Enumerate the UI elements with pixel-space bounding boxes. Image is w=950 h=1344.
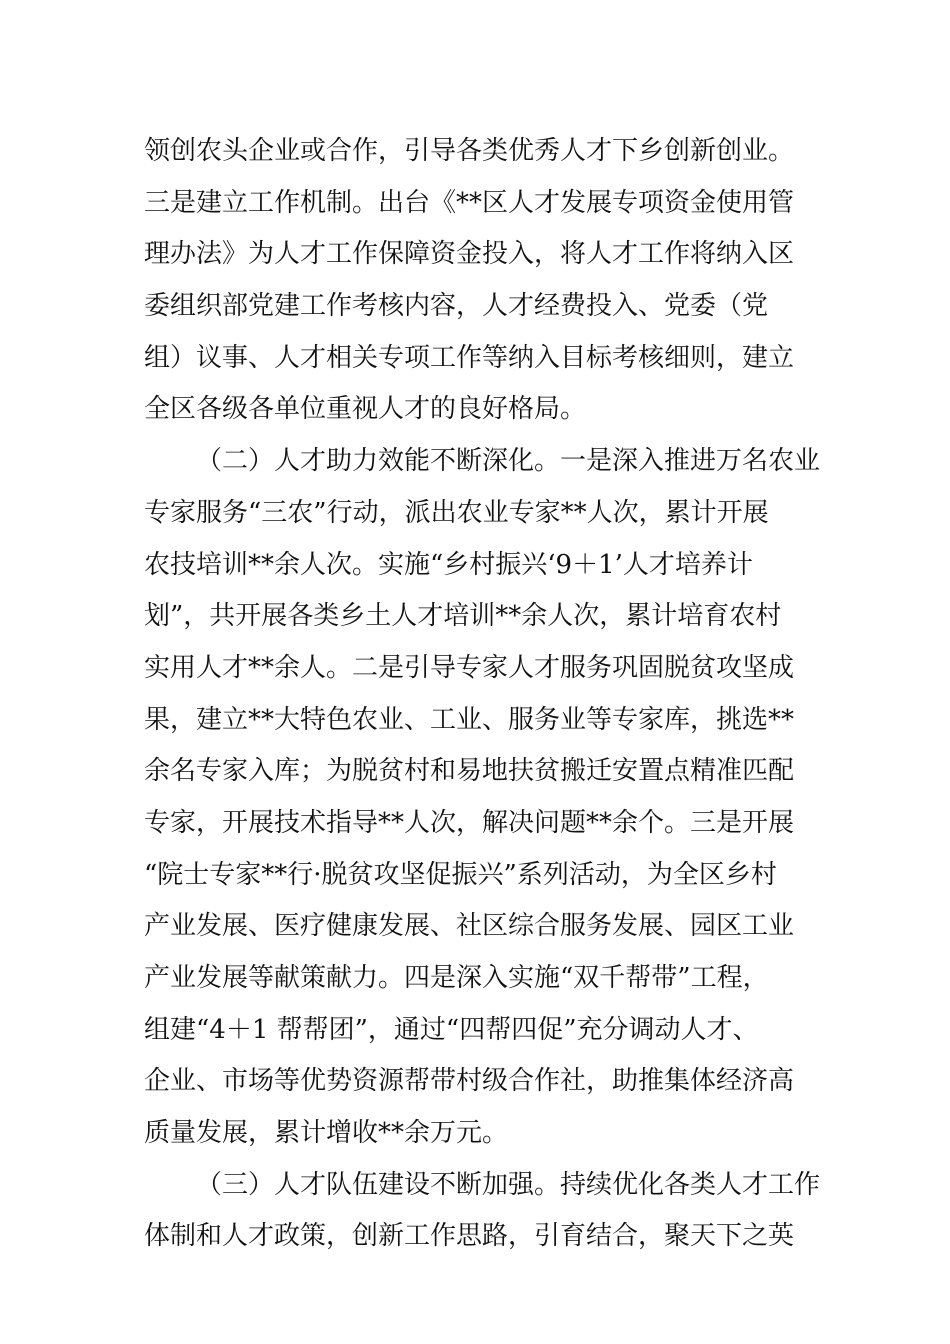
text-line: 领创农头企业或合作，引导各类优秀人才下乡创新创业。 <box>144 136 795 166</box>
text-line: 果，建立**大特色农业、工业、服务业等专家库，挑选** <box>144 704 795 735</box>
text-line: 三是建立工作机制。出台《**区人才发展专项资金使用管 <box>144 187 795 218</box>
text-line: 组）议事、人才相关专项工作等纳入目标考核细则，建立 <box>144 342 795 373</box>
text-line: “院士专家**行·脱贫攻坚促振兴”系列活动，为全区乡村 <box>144 859 777 890</box>
text-line: 全区各级各单位重视人才的良好格局。 <box>144 394 587 425</box>
text-line: 体制和人才政策，创新工作思路，引育结合，聚天下之英 <box>144 1221 795 1252</box>
text-line: 委组织部党建工作考核内容，人才经费投入、党委（党 <box>144 291 769 322</box>
section-heading-line: （三）人才队伍建设不断加强。持续优化各类人才工作 <box>196 1169 821 1200</box>
text-line: 专家，开展技术指导**人次，解决问题**余个。三是开展 <box>144 807 795 838</box>
text-line: 产业发展、医疗健康发展、社区综合服务发展、园区工业 <box>144 911 795 942</box>
section-heading-line: （二）人才助力效能不断深化。一是深入推进万名农业 <box>196 446 821 477</box>
text-line: 质量发展，累计增收**余万元。 <box>144 1118 509 1149</box>
text-line: 组建“4＋1 帮帮团”，通过“四帮四促”充分调动人才、 <box>144 1014 759 1045</box>
text-line: 余名专家入库；为脱贫村和易地扶贫搬迁安置点精准匹配 <box>144 756 795 787</box>
text-line: 产业发展等献策献力。四是深入实施“双千帮带”工程， <box>144 963 769 993</box>
text-line: 农技培训**余人次。实施“乡村振兴‘9＋1’人才培养计 <box>144 549 753 580</box>
text-line: 理办法》为人才工作保障资金投入，将人才工作将纳入区 <box>144 239 795 270</box>
text-line: 实用人才**余人。二是引导专家人才服务巩固脱贫攻坚成 <box>144 652 795 683</box>
body-text <box>144 126 824 1263</box>
text-line: 专家服务“三农”行动，派出农业专家**人次，累计开展 <box>144 497 769 528</box>
text-line: 划”，共开展各类乡土人才培训**余人次，累计培育农村 <box>144 601 782 632</box>
text-line: 企业、市场等优势资源帮带村级合作社，助推集体经济高 <box>144 1066 795 1097</box>
